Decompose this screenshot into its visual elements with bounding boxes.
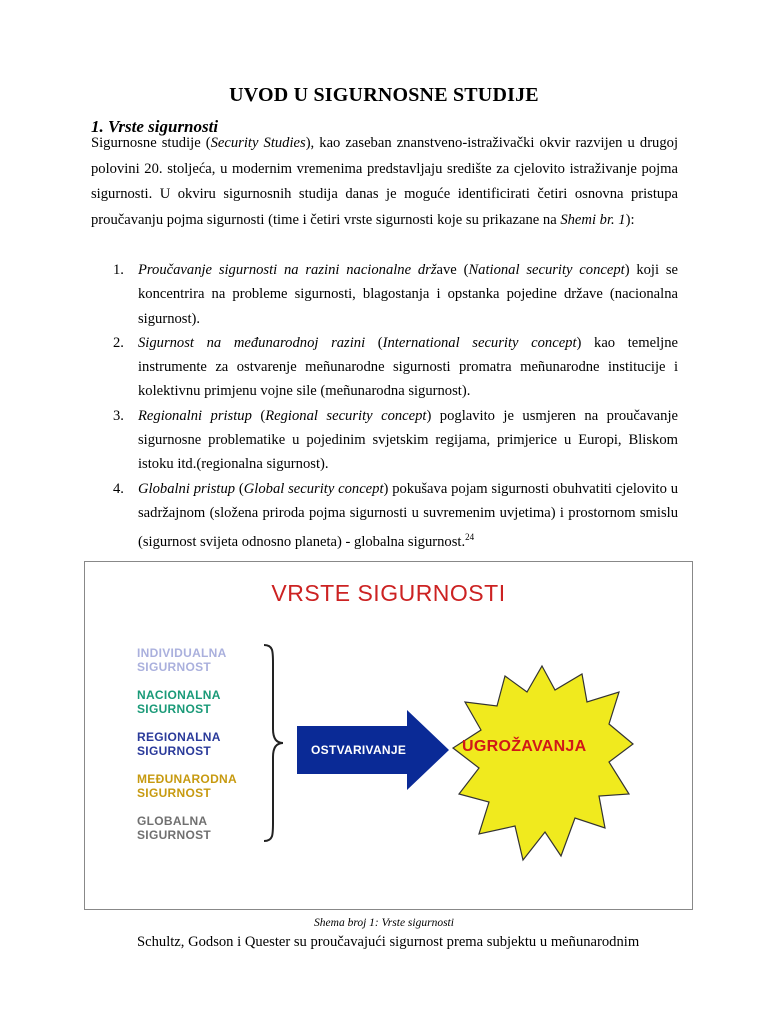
curly-brace [261, 643, 285, 843]
category-regional [137, 730, 221, 758]
category-international [137, 772, 237, 800]
approaches-list [91, 258, 678, 554]
page-title: UVOD U SIGURNOSNE STUDIJE [229, 84, 539, 106]
arrow-label: OSTVARIVANJE [311, 743, 407, 757]
security-types-diagram [84, 561, 693, 910]
list-item: 4. Globalni pristup (Global security concept) pokušava pojam sigurnosti obuhvatiti cjelovito u sadržajnom (složena priroda pojma sigurnosti u suvremenim uvjetima) i prostornom smislu (sigurnost svijeta odnosno planeta) - globalna sigurnost.$^{24}$ [113, 480, 678, 551]
figure-caption: Shema broj 1: Vrste sigurnosti [314, 917, 454, 929]
continuation-text: Schultz, Godson i Quester su proučavajući sigurnost prema subjektu u meñunarodnim [137, 934, 640, 950]
category-line: SIGURNOST [137, 786, 212, 800]
category-line: SIGURNOST [137, 828, 212, 842]
diagram-title: VRSTE SIGURNOSTI [271, 580, 506, 606]
category-line: SIGURNOST [137, 702, 212, 716]
category-line: INDIVIDUALNA [137, 646, 227, 660]
category-global [137, 814, 211, 842]
category-line: REGIONALNA [137, 730, 221, 744]
category-line: SIGURNOST [137, 660, 212, 674]
category-national [137, 688, 221, 716]
category-line: MEĐUNARODNA [137, 772, 237, 786]
footnote-marker: 24 [465, 532, 475, 543]
section-heading: 1. Vrste sigurnosti [91, 117, 219, 136]
category-line: SIGURNOST [137, 744, 212, 758]
category-line: NACIONALNA [137, 688, 221, 702]
category-individual [137, 646, 227, 674]
list-item: 2. Sigurnost na međunarodnoj razini (International security concept) kao temeljne instrumente za ostvarenje meñunarodne sigurnosti promatra meñunarodne institucije i kolektivnu primjenu vojne sile (meñunarodna sigurnost). [113, 334, 678, 400]
list-item: 1. Proučavanje sigurnosti na razini nacionalne države (National security concept) koji se koncentrira na probleme sigurnosti, blagostanja i opstanka pojedine države (nacionalna sigurnost). [113, 262, 678, 327]
list-item: 3. Regionalni pristup (Regional security concept) poglavito je usmjeren na proučavanje sigurnosne problematike u pojedinim svjetskim regijama, primjerice u Europi, Bliskom istoku itd.(regionalna sigurnost). [113, 407, 678, 473]
star-label: UGROŽAVANJA [462, 738, 587, 755]
category-line: GLOBALNA [137, 814, 208, 828]
intro-paragraph: Sigurnosne studije (Security Studies), kao zaseban znanstveno-istraživački okvir razvijen u drugoj polovini 20. stoljeća, u modernim vremenima predstavljaju središte za cjelovito istraživanje pojma sigurnosti. U okviru sigurnosnih studija danas je moguće identificirati četiri osnovna pristupa proučavanju pojma sigurnosti (time i četiri vrste sigurnosti koje su prikazane na Shemi br. 1): [91, 135, 678, 228]
